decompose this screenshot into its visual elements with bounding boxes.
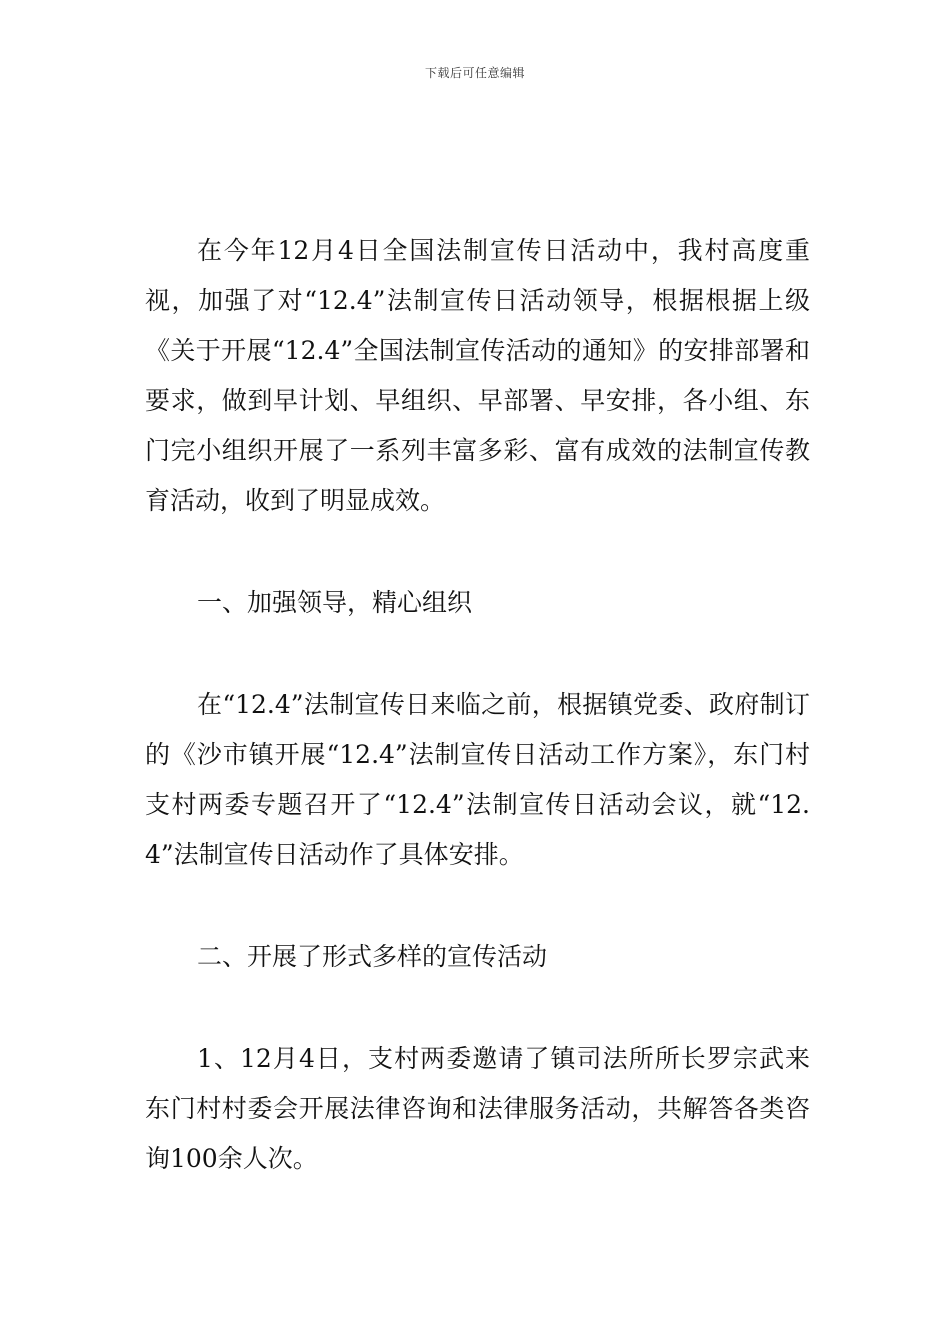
- page-header-note: 下载后可任意编辑: [424, 66, 525, 80]
- body-paragraph-item-1: 1、12月4日，支村两委邀请了镇司法所所长罗宗武来东门村村委会开展法律咨询和法律服务活动，共解答各类咨询100余人次。: [145, 1044, 810, 1173]
- paragraph-spacer: [145, 628, 810, 680]
- paragraph-spacer: [145, 880, 810, 932]
- body-paragraph-section-1: 在“12.4”法制宣传日来临之前，根据镇党委、政府制订的《沙市镇开展“12.4”法制宣传日活动工作方案》，东门村支村两委专题召开了“12.4”法制宣传日活动会议，就“12.4”法制宣传日活动作了具体安排。: [145, 690, 810, 869]
- paragraph-spacer: [145, 526, 810, 578]
- paragraph-spacer: [145, 982, 810, 1034]
- section-heading-2: 二、开展了形式多样的宣传活动: [197, 942, 548, 971]
- document-body: [145, 226, 810, 1184]
- body-paragraph-intro: 在今年12月4日全国法制宣传日活动中，我村高度重视，加强了对“12.4”法制宣传日活动领导，根据根据上级《关于开展“12.4”全国法制宣传活动的通知》的安排部署和要求，做到早计划、早组织、早部署、早安排，各小组、东门完小组织开展了一系列丰富多彩、富有成效的法制宣传教育活动，收到了明显成效。: [145, 236, 810, 515]
- section-heading-1: 一、加强领导，精心组织: [197, 588, 473, 617]
